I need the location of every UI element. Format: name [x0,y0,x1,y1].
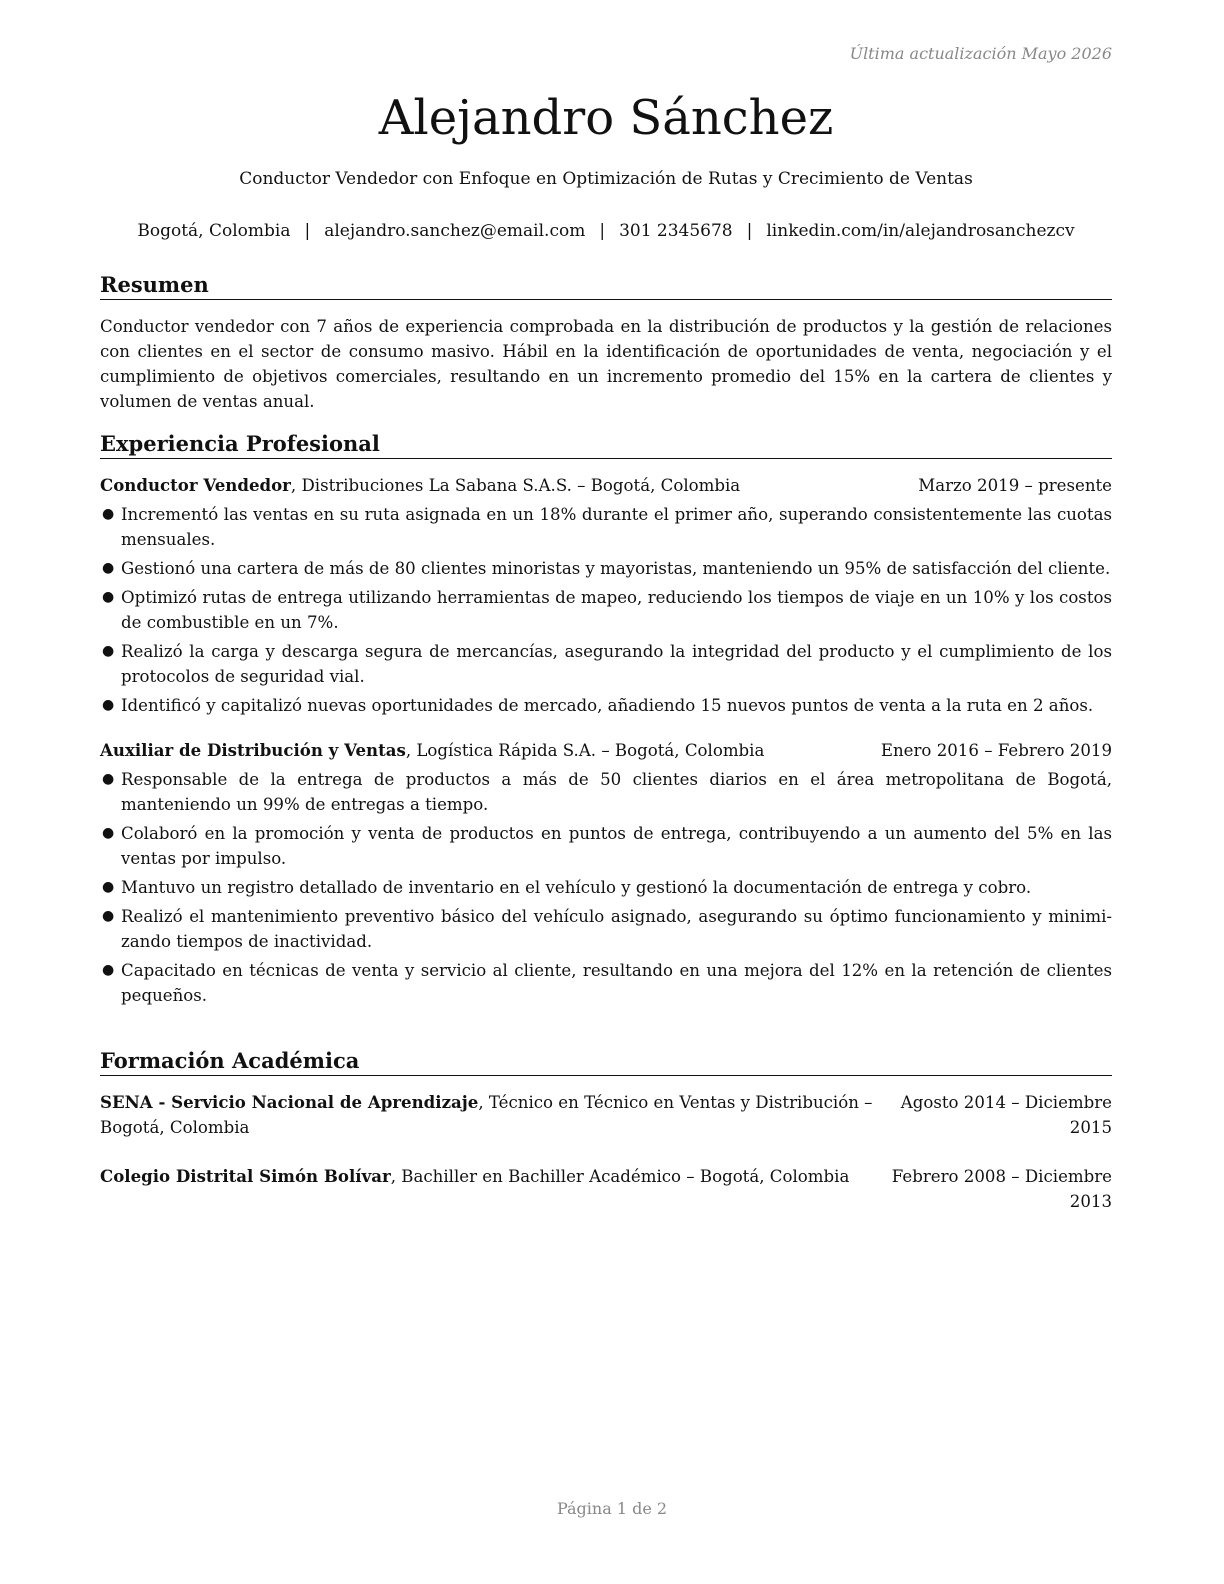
job-dates: Marzo 2019 – presente [918,476,1112,495]
section-title-experience: Experiencia Profesional [100,430,1112,459]
section-title-summary: Resumen [100,271,1112,300]
candidate-name: Alejandro Sánchez [378,90,834,146]
job-role: Auxiliar de Distribución y Ventas [100,740,406,760]
bullet-item [100,693,1112,718]
bullet-text: Realizó el mantenimiento preventivo básico del vehículo asignado, asegurando su óptimo funcionamiento y minimi-zando tiempos de inactividad. [121,907,1112,951]
job-entry [100,473,1112,718]
education-detail: , Técnico en Técnico en Ventas y Distribución – Bogotá, Colombia [100,1093,873,1137]
job-company: , Logística Rápida S.A. – Bogotá, Colombia [405,741,765,760]
bullet-item [100,875,1112,900]
education-detail: , Bachiller en Bachiller Académico – Bogotá, Colombia [390,1167,850,1186]
contact-location: Bogotá, Colombia [137,221,291,241]
page-number: Página 1 de 2 [556,1499,668,1518]
headline: Conductor Vendedor con Enfoque en Optimización de Rutas y Crecimiento de Ventas [239,169,973,189]
bullet-icon: ● [102,643,115,659]
bullet-icon: ● [102,560,115,576]
bullet-item [100,958,1112,1008]
contact-phone: 301 2345678 [619,221,733,241]
contact-email[interactable]: alejandro.sanchez@email.com [324,221,586,241]
summary-section [100,271,1112,414]
bullet-icon: ● [102,697,115,713]
bullet-item [100,821,1112,871]
education-info [100,1164,880,1189]
bullet-icon: ● [102,825,115,841]
job-bullets [100,502,1112,718]
bullet-item [100,556,1112,581]
bullet-icon: ● [102,589,115,605]
bullet-item [100,585,1112,635]
contact-separator: | [746,221,753,241]
contact-line [100,219,1112,243]
bullet-item [100,767,1112,817]
bullet-text: Identificó y capitalizó nuevas oportunidades de mercado, añadiendo 15 nuevos puntos de venta a la ruta en 2 años. [121,696,1094,715]
education-institution: SENA - Servicio Nacional de Aprendizaje [100,1092,479,1112]
job-company: , Distribuciones La Sabana S.A.S. – Bogotá, Colombia [290,476,741,495]
bullet-item [100,904,1112,954]
bullet-text: Optimizó rutas de entrega utilizando herramientas de mapeo, reduciendo los tiempos de viaje en un 10% y los costos de combustible en un 7%. [121,588,1112,632]
bullet-text: Incrementó las ventas en su ruta asignada en un 18% durante el primer año, superando consistentemente las cuotas mensuales. [121,505,1112,549]
summary-text: Conductor vendedor con 7 años de experiencia comprobada en la distribución de productos y la gestión de relaciones con clientes en el sector de consumo masivo. Hábil en la identificación de oportunidades de venta, negociación y el cumplimiento de objetivos comerciales, resultando en un incremento promedio del 15% en la cartera de clientes y volumen de ventas anual. [100,317,1112,411]
bullet-icon: ● [102,771,115,787]
education-section [100,1047,1112,1211]
bullet-text: Capacitado en técnicas de venta y servicio al cliente, resultando en una mejora del 12% en la retención de clientes pequeños. [121,961,1112,1005]
contact-separator: | [304,221,311,241]
section-title-education: Formación Académica [100,1047,1112,1076]
bullet-text: Mantuvo un registro detallado de inventario en el vehículo y gestionó la documentación de entrega y cobro. [121,878,1032,897]
job-header [100,473,1112,498]
education-info [100,1090,880,1140]
job-header [100,738,1112,763]
job-bullets [100,767,1112,1008]
experience-section [100,430,1112,1012]
contact-separator: | [599,221,606,241]
bullet-icon: ● [102,962,115,978]
bullet-icon: ● [102,879,115,895]
bullet-item [100,639,1112,689]
job-dates: Enero 2016 – Febrero 2019 [880,741,1112,760]
education-dates: Agosto 2014 – Diciembre 2015 [900,1093,1112,1137]
job-role: Conductor Vendedor [100,475,291,495]
education-institution: Colegio Distrital Simón Bolívar [100,1166,391,1186]
bullet-icon: ● [102,506,115,522]
bullet-text: Responsable de la entrega de productos a más de 50 clientes diarios en el área metropolitana de Bogotá, manteniendo un 99% de entregas a tiempo. [121,770,1112,814]
last-updated-text: Última actualización Mayo 2026 [849,44,1112,63]
education-dates: Febrero 2008 – Diciembre 2013 [891,1167,1112,1211]
bullet-icon: ● [102,908,115,924]
bullet-item [100,502,1112,552]
bullet-text: Gestionó una cartera de más de 80 clientes minoristas y mayoristas, manteniendo un 95% de satisfacción del cliente. [121,559,1111,578]
education-entry [100,1164,1112,1211]
bullet-text: Realizó la carga y descarga segura de mercancías, asegurando la integridad del producto y el cumplimiento de los protocolos de seguridad vial. [121,642,1112,686]
education-entry [100,1090,1112,1140]
job-entry [100,738,1112,1008]
bullet-text: Colaboró en la promoción y venta de productos en puntos de entrega, contribuyendo a un aumento del 5% en las ventas por impulso. [121,824,1112,868]
contact-linkedin[interactable]: linkedin.com/in/alejandrosanchezcv [766,221,1075,241]
